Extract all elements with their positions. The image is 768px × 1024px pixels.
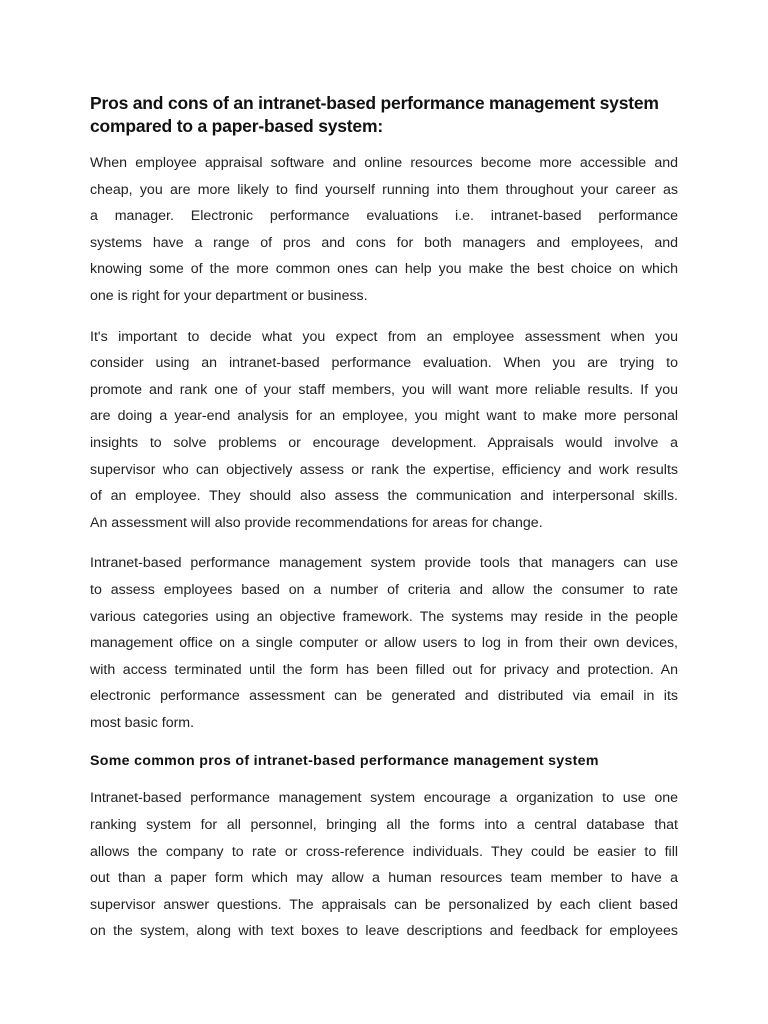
paragraph	[90, 150, 678, 310]
text-line: consider using an intranet-based performance evaluation. When you are trying to	[90, 355, 678, 372]
text-line: out than a paper form which may allow a human resources team member to have a	[90, 870, 678, 887]
text-line: a manager. Electronic performance evaluations i.e. intranet-based performance	[90, 208, 678, 225]
text-line: It's important to decide what you expect from an employee assessment when you	[90, 328, 678, 345]
body-paragraphs	[90, 150, 678, 736]
text-line: one is right for your department or business.	[90, 287, 368, 304]
text-line: promote and rank one of your staff members, you will want more reliable results. If you	[90, 381, 678, 398]
text-line: on the system, along with text boxes to leave descriptions and feedback for employees	[90, 923, 678, 940]
text-line: cheap, you are more likely to find yourself running into them throughout your career as	[90, 181, 678, 198]
title-line: Pros and cons of an intranet-based performance management system	[90, 93, 659, 113]
text-line: supervisor answer questions. The appraisals can be personalized by each client based	[90, 896, 678, 913]
text-line: management office on a single computer or allow users to log in from their own devices,	[90, 635, 678, 652]
document-page	[90, 92, 678, 959]
text-line: most basic form.	[90, 714, 195, 731]
text-line: ranking system for all personnel, bringing all the forms into a central database that	[90, 817, 678, 834]
paragraph	[90, 324, 678, 537]
section-heading: Some common pros of intranet-based performance management system	[90, 753, 599, 770]
text-line: When employee appraisal software and online resources become more accessible and	[90, 155, 678, 171]
text-line: Intranet-based performance management system provide tools that managers can use	[90, 555, 678, 572]
text-line: of an employee. They should also assess the communication and interpersonal skills.	[90, 488, 678, 505]
text-line: insights to solve problems or encourage development. Appraisals would involve a	[90, 434, 678, 451]
text-line: various categories using an objective framework. The systems may reside in the people	[90, 608, 678, 625]
text-line: are doing a year-end analysis for an employee, you might want to make more personal	[90, 408, 678, 425]
document-title	[90, 92, 678, 138]
text-line: with access terminated until the form has been filled out for privacy and protection. An	[90, 661, 678, 678]
paragraph	[90, 785, 678, 945]
section-paragraph	[90, 785, 678, 945]
text-line: supervisor who can objectively assess or rank the expertise, efficiency and work results	[90, 461, 678, 478]
text-line: systems have a range of pros and cons for both managers and employees, and	[90, 234, 678, 251]
text-line: Intranet-based performance management system encourage a organization to use one	[90, 790, 678, 807]
text-line: electronic performance assessment can be generated and distributed via email in its	[90, 688, 678, 705]
text-line: knowing some of the more common ones can help you make the best choice on which	[90, 261, 678, 278]
text-line: allows the company to rate or cross-reference individuals. They could be easier to fill	[90, 843, 678, 860]
paragraph	[90, 550, 678, 736]
text-line: An assessment will also provide recommendations for areas for change.	[90, 514, 543, 531]
title-line: compared to a paper-based system:	[90, 116, 383, 136]
text-line: to assess employees based on a number of criteria and allow the consumer to rate	[90, 581, 678, 598]
